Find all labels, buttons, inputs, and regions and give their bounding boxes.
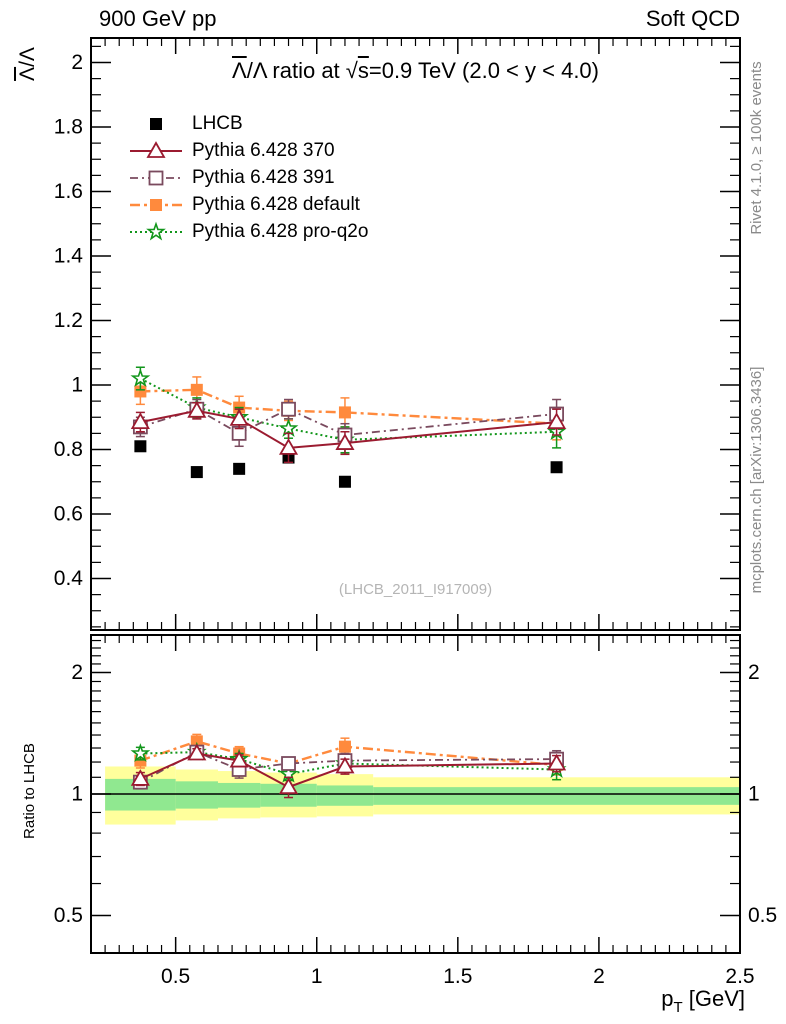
legend-item-pythia-default [128, 191, 368, 218]
title-sqrt: √ [345, 58, 358, 83]
pythia-370-marker-icon [128, 138, 184, 164]
svg-text:1: 1 [71, 373, 83, 397]
lhcb-marker-icon [128, 111, 184, 137]
x-axis-title [91, 986, 745, 1016]
title-lambdabar: $\overline{\Lambda}$ [232, 58, 247, 83]
rivet-version-note: Rivet 4.1.0, ≥ 100k events [748, 61, 765, 235]
svg-text:1: 1 [748, 782, 760, 806]
svg-text:1.4: 1.4 [53, 244, 83, 268]
svg-text:2: 2 [71, 51, 83, 74]
svg-text:1.8: 1.8 [53, 115, 83, 139]
legend-label: LHCB [192, 112, 243, 134]
svg-text:1: 1 [310, 965, 323, 988]
svg-text:0.4: 0.4 [53, 567, 83, 590]
svg-text:1.5: 1.5 [443, 965, 473, 988]
plot-title [91, 58, 740, 84]
title-rest: =0.9 TeV (2.0 < y < 4.0) [368, 58, 599, 83]
svg-text:2: 2 [593, 965, 605, 988]
xlabel-unit: [GeV] [682, 986, 745, 1011]
legend-label: Pythia 6.428 370 [192, 139, 335, 161]
main-y-tick-labels [54, 51, 84, 590]
mcplots-arxiv-note: mcplots.cern.ch [arXiv:1306.3436] [748, 366, 765, 594]
pythia-pro-q2o-marker-icon [128, 219, 184, 245]
svg-text:2.5: 2.5 [725, 965, 755, 988]
xlabel-p: p [661, 986, 674, 1011]
xlabel-sub-t: T [673, 999, 683, 1016]
ylabel-rest: /Λ [16, 47, 39, 67]
pythia-391-marker-icon [128, 165, 184, 191]
x-tick-labels [161, 965, 755, 988]
svg-text:2: 2 [748, 661, 760, 684]
svg-text:0.5: 0.5 [161, 965, 191, 988]
legend-label: Pythia 6.428 default [192, 193, 360, 215]
analysis-id-watermark: (LHCB_2011_I917009) [338, 581, 493, 598]
pythia-default-marker-icon [128, 192, 184, 218]
title-mid: /Λ ratio at [246, 58, 346, 83]
title-s: s [357, 58, 369, 83]
legend-label: Pythia 6.428 391 [192, 166, 335, 188]
legend-label: Pythia 6.428 pro-q2o [192, 220, 369, 242]
svg-text:2: 2 [71, 661, 83, 684]
svg-text:0.8: 0.8 [53, 438, 83, 461]
ratio-uncertainty-bands [105, 766, 740, 824]
svg-text:0.5: 0.5 [748, 904, 778, 927]
header-beam-label: 900 GeV pp [99, 6, 217, 31]
main-y-axis-title [16, 4, 38, 124]
legend-item-pythia-370 [128, 137, 368, 164]
legend [128, 110, 368, 245]
svg-text:1.6: 1.6 [53, 180, 83, 203]
legend-item-pythia-pro-q2o [128, 218, 368, 245]
ratio-axes [91, 635, 740, 953]
svg-text:1.2: 1.2 [53, 309, 83, 332]
legend-item-lhcb [128, 110, 368, 137]
ratio-y-axis-title: Ratio to LHCB [21, 743, 38, 839]
ylabel-lambdabar: $\overline{\Lambda}$ [16, 66, 39, 81]
svg-text:1: 1 [71, 782, 83, 806]
svg-text:0.5: 0.5 [53, 904, 83, 927]
legend-item-pythia-391 [128, 164, 368, 191]
svg-text:0.6: 0.6 [53, 502, 83, 526]
header-process-label: Soft QCD [645, 6, 740, 31]
